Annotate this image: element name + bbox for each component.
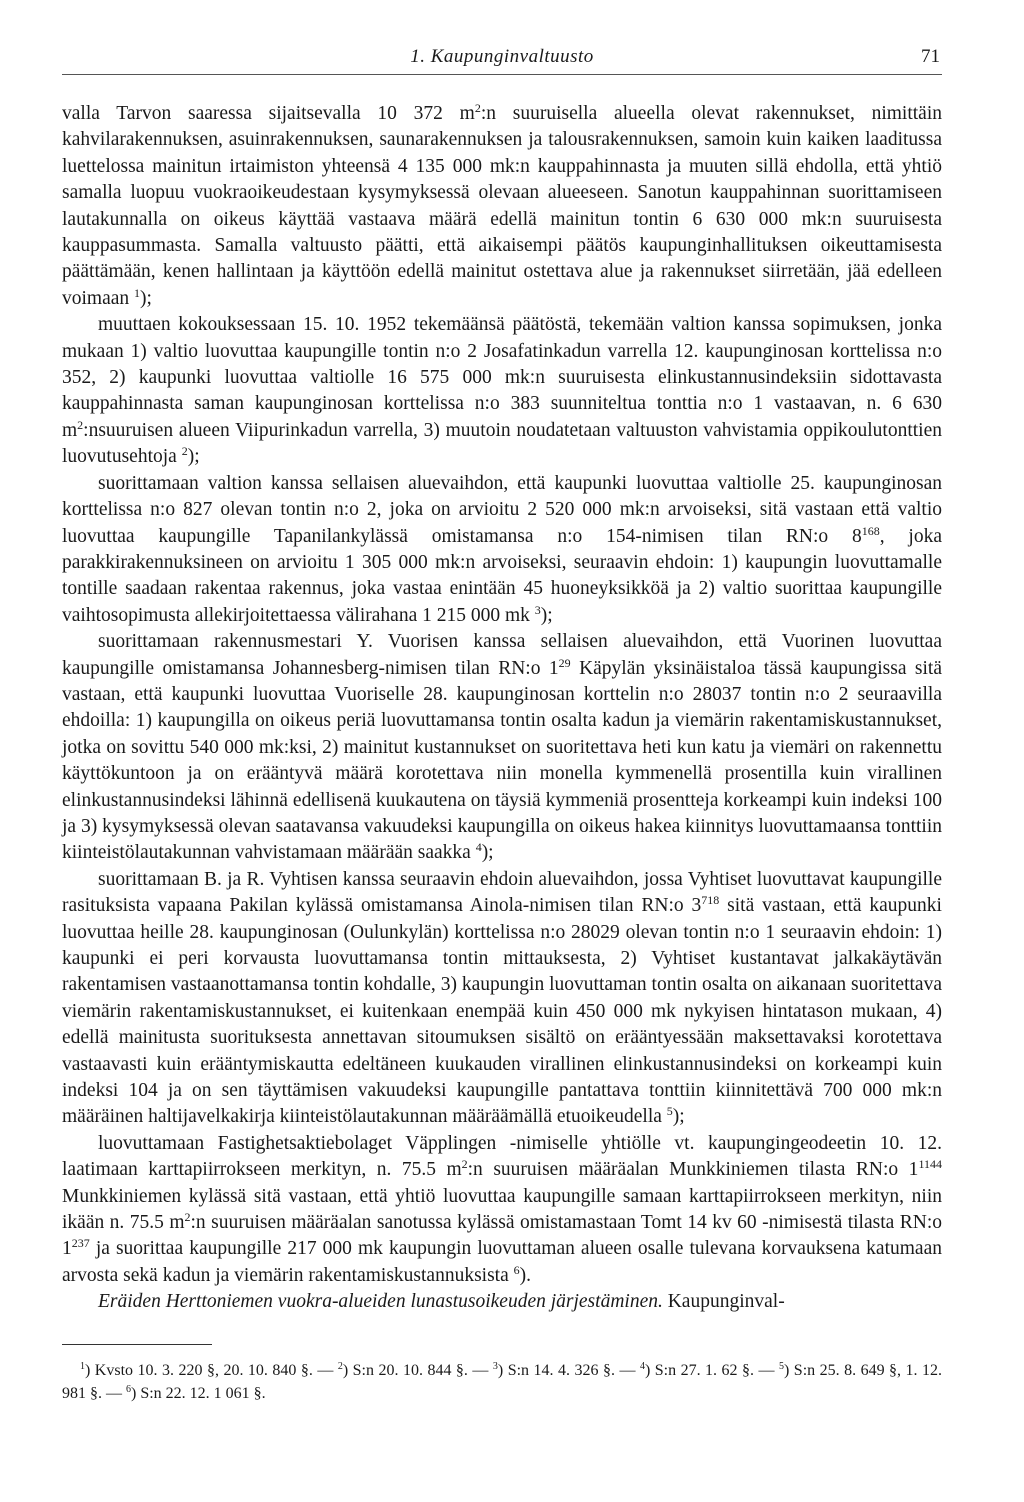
text-run: suorittamaan B. ja R. Vyhtisen kanssa seuraavin ehdoin aluevaihdon, jossa Vyhtiset luovuttavat kaupungille rasituksista vapaana Pakilan kylässä omistamansa Ainola-nimisen tilan RN:o 3 [62,868,942,917]
text-run: sitä vastaan, että kaupunki luovuttaa heille 28. kaupunginosan (Oulunkylän) korttelissa n:o 28029 olevan tontin n:o 1 seuraavin ehdoin: 1) kaupunki ei peri korvausta luovuttamansa tontin mittauksesta, 2) Vyhtiset kustantavat jalkakäytävän rakentamisen vastaanottamansa tontin kohdalle, 3) kaupungin luovuttaman tontin osalta on aikanaan suoritettava viemärin rakentamiskustannukset, ei kuitenkaan enempää kuin 450 000 mk nykyisen hintatason mukaan, 4) edellä mainitusta suorituksesta annettavan sitoumuksen sisältö on erääntyessään maksettavaksi korotettava vastaavasti kuin erääntymiskautta edeltäneen kuukauden virallinen elinkustannusindeksi on korkeampi kuin indeksi 104 ja on sen täyttämisen vakuudeksi kaupungille pantattava tonttiin kiinnitettävä 700 000 mk:n määräinen haltijavelkakirja kiinteistölautakunnan määräämällä etuoikeudella [62,895,942,1128]
text-run: suorittamaan valtion kanssa sellaisen aluevaihdon, että kaupunki luovuttaa valtiolle 25. kaupunginosan korttelissa n:o 827 olevan tontin n:o 2, joka on arvioitu 2 520 000 mk:n arvoiseksi, sitä vastaan että valtio luovuttaa kaupungille Tapanilankylässä omistamansa n:o 154-nimisen tilan RN:o 8 [62,472,942,547]
text-run: luovuttamaan Fastighetsaktiebolaget Väpplingen -nimiselle yhtiölle vt. kaupungingeodeetin 10. 12. laatimaan karttapiirrokseen merkityn, n. 75.5 m [62,1132,942,1181]
footnote-ref: 29 [558,655,571,670]
paragraph [62,629,942,867]
footnote-ref: 2 [474,101,481,115]
footnote-ref: 1 [134,285,141,300]
footnote-divider [62,1344,212,1345]
footnote-ref: 3 [492,1360,498,1372]
footnote-ref: 6 [126,1383,131,1395]
footnote-ref: 3 [534,602,541,617]
page-number: 71 [921,46,940,67]
footnote-ref: 1144 [918,1157,942,1172]
footnote-ref: 5 [778,1360,784,1372]
text-run: muuttaen kokouksessaan 15. 10. 1952 tekemäänsä päätöstä, tekemään valtion kanssa sopimuksen, jonka mukaan 1) valtio luovuttaa kaupungille tontin n:o 2 Josafatinkadun varrella 12. kaupunginosan korttelissa n:o 352, 2) kaupunki luovuttaa valtiolle 16 575 000 mk:n suuruisesta elinkustannusindeksiin sidottavasta kauppahinnasta saman kaupunginosan korttelissa n:o 383 suunniteltua tonttia n:o 1 vastaavan, n. 6 630 m [62,314,942,441]
text-run: :n suuruisen määräalan Munkkiniemen tilasta RN:o 1 [467,1159,919,1181]
text-run: valla Tarvon saaressa sijaitsevalla 10 372 m [62,103,475,124]
footnote-ref: 6 [513,1262,520,1277]
footnote-ref: 2 [461,1157,468,1172]
paragraph [62,101,942,312]
text-run: :n suuruisen määräalan sanotussa kylässä omistamastaan Tomt 14 kv 60 -nimisestä tilasta RN:o 1 [62,1212,943,1260]
text-run: Munkkiniemen kylässä sitä vastaan, että yhtiö luovuttaa kaupungille samaan karttapiirrokseen merkityn, niin ikään n. 75.5 m [62,1185,942,1234]
footnote-ref: 5 [666,1104,673,1119]
footnotes [62,1359,942,1405]
paragraph [62,1289,942,1315]
body-text [62,101,942,1316]
footnote-ref: 2 [337,1360,343,1372]
paragraph [62,471,942,629]
footnote-ref: 2 [77,417,84,432]
text-run: ); [140,287,152,309]
text-run: ) S:n 20. 10. 844 §. — [342,1361,493,1379]
text-run: ) Kvsto 10. 3. 220 §, 20. 10. 840 §. — [85,1361,338,1379]
text-run: ) S:n 14. 4. 326 §. — [497,1361,640,1379]
text-run: :nsuuruisen alueen Viipurinkadun varrella, 3) muutoin noudatetaan valtuuston vahvistamia oppikoulutonttien luovutusehtoja [62,419,942,468]
text-run: ); [672,1106,685,1128]
footnote-ref: 1 [80,1360,85,1372]
section-heading: Eräiden Herttoniemen vuokra-alueiden lunastusoikeuden järjestäminen. [98,1291,663,1313]
text-run: :n suuruisella alueella olevat rakennukset, nimittäin kahvilarakennuksen, asuinrakennuksen, saunarakennuksen ja talousrakennuksen, samoin kuin kaiken laaditussa luettelossa mainitun irtaimiston yhteensä 4 135 000 mk:n kauppahinnasta ja muuten sillä ehdolla, että yhtiö samalla luopuu vuokraoikeudestaan kysymyksessä olevaan alueeseen. Sanotun kauppahinnan suorittamiseen lautakunnalla on oikeus käyttää vastaava määrä edellä mainitun tontin 6 630 000 mk:n suuruisesta kauppasummasta. Samalla valtuusto päätti, että aikaisempi päätös kaupunginhallituksen oikeuttamisesta päättämään, kenen hallintaan ja käyttöön edellä mainitut ostettava alue ja rakennukset siirretään, jää edelleen voimaan [62,103,942,309]
paragraph [62,1131,942,1289]
running-header [62,40,942,75]
text-run: ). [519,1264,531,1286]
text-run: Käpylän yksinäistaloa tässä kaupungissa sitä vastaan, että kaupunki luovuttaa Vuoriselle 28. kaupunginosan korttelin n:o 28037 tontin n:o 2 seuraavilla ehdoilla: 1) kaupungilla on oikeus periä luovuttamansa tontin osalta kadun ja viemärin rakentamiskustannukset, jotka on sovittu 540 000 mk:ksi, 2) mainitut kustannukset on suoritettava heti kun katu ja viemäri on rakennettu käyttökuntoon ja on erääntyvä määrä korotettava niin monella kymmenellä prosentilla kuin virallinen elinkustannusindeksi lähinnä edellisenä kuukautena on täysiä kymmeniä prosentteja korkeampi kuin indeksi 100 ja 3) kysymyksessä olevan saatavansa vakuudeksi kaupungilla on oikeus hakea kiinnitys luovuttamaansa tonttiin kiinteistölautakunnan vahvistamaan määrään saakka [62,657,942,864]
text-run: ) S:n 22. 12. 1 061 §. [131,1384,266,1402]
text-run: ja suorittaa kaupungille 217 000 mk kaupungin luovuttaman alueen osalle tulevana korvauksena katumaan arvosta sekä kadun ja viemärin rakentamiskustannuksista [62,1238,942,1286]
text-run: , joka parakkirakennuksineen on arvioitu 1 305 000 mk:n arvoiseksi, seuraavin ehdoin: 1) kaupungin luovuttamalle tontille saadaan rakentaa rakennus, joka vastaa enintään 45 huoneyksikköä ja 2) valtio suorittaa kaupungille vaihtosopimusta allekirjoitettaessa välirahana 1 215 000 mk [62,525,943,626]
text-run: suorittamaan rakennusmestari Y. Vuorisen kanssa sellaisen aluevaihdon, että Vuorinen luovuttaa kaupungille omistamansa Johannesberg-nimisen tilan RN:o 1 [62,631,942,679]
text-run: ); [481,842,494,864]
footnote-ref: 2 [181,444,188,459]
paragraph [62,867,942,1131]
footnote-ref: 2 [184,1210,191,1225]
text-run: Kaupunginval- [662,1291,785,1313]
text-run: ) S:n 25. 8. 649 §, 1. 12. 981 §. — [62,1361,943,1402]
document-page [62,40,942,1405]
text-run: ) S:n 27. 1. 62 §. — [644,1361,779,1379]
footnote-ref: 237 [71,1236,90,1251]
footnote-ref: 718 [701,893,720,908]
footnote-ref: 4 [475,840,482,855]
text-run: ); [187,446,200,468]
footnote-ref: 4 [639,1360,645,1372]
text-run: ); [540,604,553,626]
running-title: 1. Kaupunginvaltuusto [410,46,594,67]
footnote-ref: 168 [861,523,880,538]
footnote-line [62,1359,942,1405]
paragraph [62,312,942,470]
